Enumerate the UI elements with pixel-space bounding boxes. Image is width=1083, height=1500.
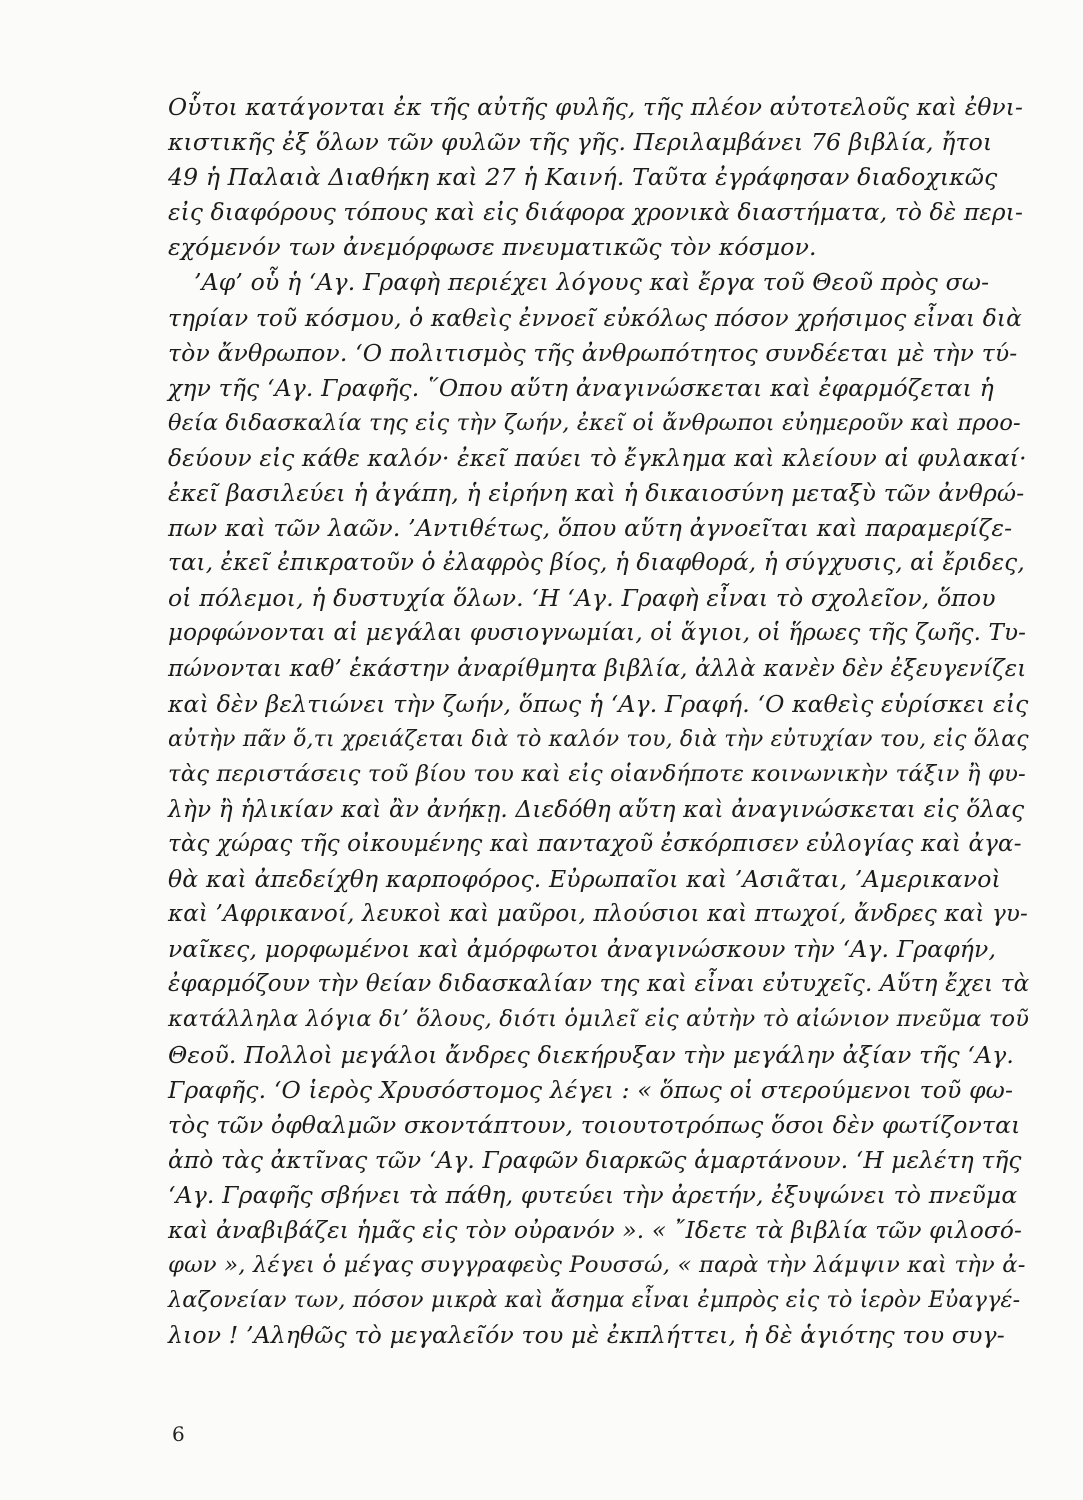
text-line: θεία διδασκαλία της εἰς τὴν ζωήν, ἐκεῖ οἱ ἄνθρωποι εὐημεροῦν καὶ προο- xyxy=(168,409,1021,436)
text-line: φων », λέγει ὁ μέγας συγγραφεὺς Ρουσσώ, « παρὰ τὴν λάμψιν καὶ τὴν ἀ- xyxy=(168,1252,1026,1279)
text-line: δεύουν εἰς κάθε καλόν· ἐκεῖ παύει τὸ ἔγκλημα καὶ κλείουν αἱ φυλακαί· xyxy=(168,444,1027,472)
body-text xyxy=(168,90,1028,1353)
text-line: τὸν ἄνθρωπον. ‘Ο πολιτισμὸς τῆς ἀνθρωπότητος συνδέεται μὲ τὴν τύ- xyxy=(168,338,1018,367)
text-line: τὰς χώρας τῆς οἰκουμένης καὶ πανταχοῦ ἐσκόρπισεν εὐλογίας καὶ ἀγα- xyxy=(168,830,1022,857)
text-line: λιον ! ’Αληθῶς τὸ μεγαλεῖόν του μὲ ἐκπλήττει, ἡ δὲ ἁγιότης του συγ- xyxy=(168,1321,1005,1350)
text-line: λαζονείαν των, πόσον μικρὰ καὶ ἄσημα εἶναι ἐμπρὸς εἰς τὸ ἱερὸν Εὐαγγέ- xyxy=(168,1287,1021,1314)
text-line: πώνονται καθ’ ἑκάστην ἀναρίθμητα βιβλία, ἀλλὰ κανὲν δὲν ἐξευγενίζει xyxy=(168,655,1027,682)
text-line: ‘Αγ. Γραφῆς σβήνει τὰ πάθη, φυτεύει τὴν ἀρετήν, ἐξυψώνει τὸ πνεῦμα xyxy=(168,1180,1018,1209)
paragraph-start-line: ’Αφ’ οὗ ἡ ‘Αγ. Γραφὴ περιέχει λόγους καὶ ἔργα τοῦ Θεοῦ πρὸς σω- xyxy=(194,268,990,297)
text-line: Οὗτοι κατάγονται ἐκ τῆς αὐτῆς φυλῆς, τῆς πλέον αὐτοτελοῦς καὶ ἐθνι- xyxy=(168,94,1024,121)
text-line: οἱ πόλεμοι, ἡ δυστυχία ὅλων. ‘Η ‘Αγ. Γραφὴ εἶναι τὸ σχολεῖον, ὅπου xyxy=(168,584,996,613)
text-line: αὐτὴν πᾶν ὅ,τι χρειάζεται διὰ τὸ καλόν του, διὰ τὴν εὐτυχίαν του, εἰς ὅλας xyxy=(168,726,1029,752)
text-line: χην τῆς ‘Αγ. Γραφῆς. ῞Οπου αὕτη ἀναγινώσκεται καὶ ἐφαρμόζεται ἡ xyxy=(168,373,994,402)
text-line: θὰ καὶ ἀπεδείχθη καρποφόρος. Εὐρωπαῖοι καὶ ’Ασιᾶται, ’Αμερικανοὶ xyxy=(168,865,1001,894)
text-line: Γραφῆς. ‘Ο ἱερὸς Χρυσόστομος λέγει : « ὅπως οἱ στερούμενοι τοῦ φω- xyxy=(168,1075,1014,1104)
text-line: εχόμενόν των ἀνεμόρφωσε πνευματικῶς τὸν κόσμον. xyxy=(168,233,817,262)
text-line: μορφώνονται αἱ μεγάλαι φυσιογνωμίαι, οἱ ἅγιοι, οἱ ἥρωες τῆς ζωῆς. Τυ- xyxy=(168,620,1027,647)
text-line: καὶ ’Αφρικανοί, λευκοὶ καὶ μαῦροι, πλούσιοι καὶ πτωχοί, ἄνδρες καὶ γυ- xyxy=(168,901,1028,928)
page-number: 6 xyxy=(172,1422,185,1446)
text-line: ἐκεῖ βασιλεύει ἡ ἀγάπη, ἡ εἰρήνη καὶ ἡ δικαιοσύνη μεταξὺ τῶν ἀνθρώ- xyxy=(168,479,1025,508)
text-line: τὸς τῶν ὀφθαλμῶν σκοντάπτουν, τοιουτοτρόπως ὅσοι δὲν φωτίζονται xyxy=(168,1110,1021,1139)
text-line: κατάλληλα λόγια δι’ ὅλους, διότι ὁμιλεῖ εἰς αὐτὴν τὸ αἰώνιον πνεῦμα τοῦ xyxy=(168,1006,1030,1033)
text-line: 49 ἡ Παλαιὰ Διαθήκη καὶ 27 ἡ Καινή. Ταῦτα ἐγράφησαν διαδοχικῶς xyxy=(168,163,998,192)
text-line: ναῖκες, μορφωμένοι καὶ ἀμόρφωτοι ἀναγινώσκουν τὴν ‘Αγ. Γραφήν, xyxy=(168,935,997,964)
text-line: τηρίαν τοῦ κόσμου, ὁ καθεὶς ἐννοεῖ εὐκόλως πόσον χρήσιμος εἶναι διὰ xyxy=(168,304,1023,332)
text-line: καὶ δὲν βελτιώνει τὴν ζωήν, ὅπως ἡ ‘Αγ. Γραφή. ‘Ο καθεὶς εὑρίσκει εἰς xyxy=(168,689,1029,718)
text-line: εἰς διαφόρους τόπους καὶ εἰς διάφορα χρονικὰ διαστήματα, τὸ δὲ περι- xyxy=(168,199,1023,227)
text-line: λὴν ἢ ἡλικίαν καὶ ἂν ἀνήκῃ. Διεδόθη αὕτη καὶ ἀναγινώσκεται εἰς ὅλας xyxy=(168,795,1025,823)
text-line: ἐφαρμόζουν τὴν θείαν διδασκαλίαν της καὶ εἶναι εὐτυχεῖς. Αὕτη ἔχει τὰ xyxy=(168,971,1030,998)
text-line: ται, ἐκεῖ ἐπικρατοῦν ὁ ἐλαφρὸς βίος, ἡ διαφθορά, ἡ σύγχυσις, αἱ ἔριδες, xyxy=(168,550,1025,577)
text-line: κιστικῆς ἐξ ὅλων τῶν φυλῶν τῆς γῆς. Περιλαμβάνει 76 βιβλία, ἤτοι xyxy=(168,128,993,157)
text-line: τὰς περιστάσεις τοῦ βίου του καὶ εἰς οἱανδήποτε κοινωνικὴν τάξιν ἢ φυ- xyxy=(168,760,1026,787)
text-line: πων καὶ τῶν λαῶν. ’Αντιθέτως, ὅπου αὕτη ἀγνοεῖται καὶ παραμερίζε- xyxy=(168,514,1013,543)
text-line: ἀπὸ τὰς ἀκτῖνας τῶν ‘Αγ. Γραφῶν διαρκῶς ἁμαρτάνουν. ‘Η μελέτη τῆς xyxy=(168,1146,1022,1174)
text-line: καὶ ἀναβιβάζει ἡμᾶς εἰς τὸν οὐρανόν ». « ῎Ιδετε τὰ βιβλία τῶν φιλοσό- xyxy=(168,1217,1023,1244)
text-line: Θεοῦ. Πολλοὶ μεγάλοι ἄνδρες διεκήρυξαν τὴν μεγάλην ἀξίαν τῆς ‘Αγ. xyxy=(168,1040,1014,1069)
